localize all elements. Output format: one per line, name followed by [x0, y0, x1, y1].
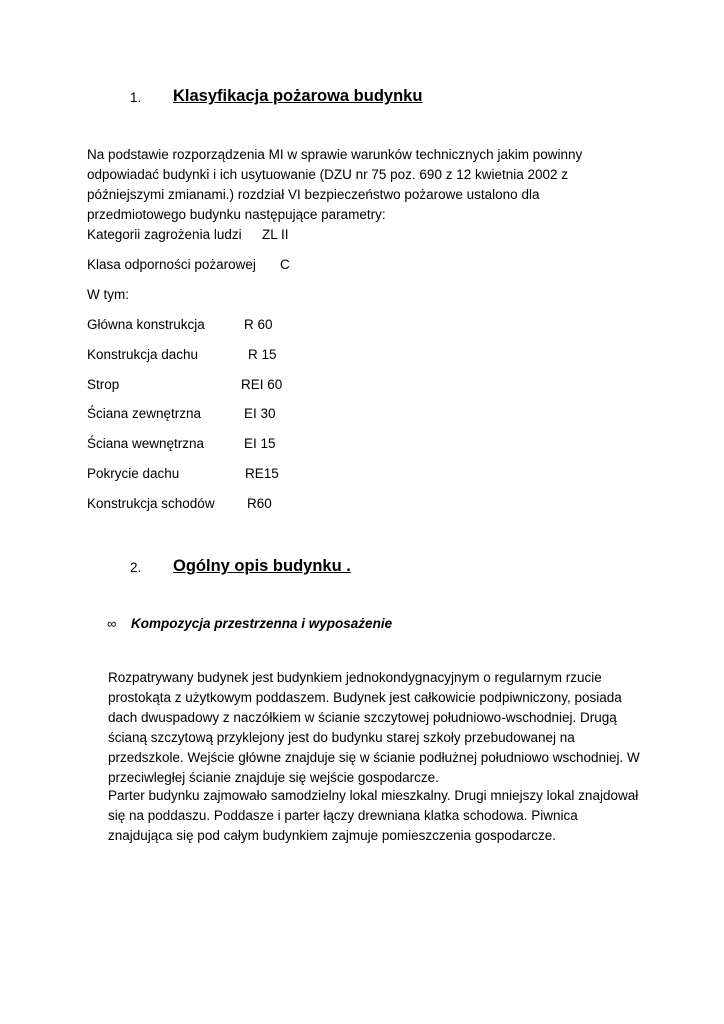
parameter-value: RE15: [245, 466, 279, 481]
parameter-value: R60: [247, 496, 272, 511]
subheading-title: Kompozycja przestrzenna i wyposażenie: [131, 616, 393, 631]
paragraph-line: Parter budynku zajmowało samodzielny lokal mieszkalny. Drugi mniejszy lokal znajdował: [108, 788, 639, 803]
parameter-value: R 15: [248, 347, 277, 362]
description-paragraph-2: [108, 786, 638, 846]
parameter-value: EI 15: [244, 436, 276, 451]
paragraph-line: przeciwległej ścianie znajduje się wejście gospodarcze.: [108, 770, 439, 785]
risk-category-value: ZL II: [262, 227, 289, 242]
including-label: W tym:: [87, 287, 129, 302]
infinity-bullet-icon: ∞: [107, 616, 117, 631]
paragraph-line: ścianą szczytową przyklejony jest do budynku starej szkoły przebudowanej na: [108, 730, 575, 745]
description-paragraph-1: [108, 668, 640, 788]
parameter-label: Konstrukcja dachu: [87, 347, 199, 362]
paragraph-line: Rozpatrywany budynek jest budynkiem jednokondygnacyjnym o regularnym rzucie: [108, 670, 602, 685]
risk-category-label: Kategorii zagrożenia ludzi: [87, 227, 242, 242]
paragraph-line: znajdująca się pod całym budynkiem zajmuje pomieszczenia gospodarcze.: [108, 828, 556, 843]
section-2-number: 2.: [130, 560, 142, 575]
intro-paragraph: [87, 145, 582, 225]
fire-resistance-label: Klasa odporności pożarowej: [87, 257, 256, 272]
section-2-title: Ogólny opis budynku .: [173, 557, 351, 575]
fire-resistance-value: C: [280, 257, 290, 272]
parameter-value: R 60: [244, 317, 273, 332]
intro-line: Na podstawie rozporządzenia MI w sprawie warunków technicznych jakim powinny: [87, 147, 583, 162]
parameter-value: REI 60: [241, 377, 283, 392]
parameter-label: Pokrycie dachu: [87, 466, 180, 481]
intro-line: przedmiotowego budynku następujące parametry:: [87, 207, 386, 222]
parameter-label: Główna konstrukcja: [87, 317, 205, 332]
section-1-title: Klasyfikacja pożarowa budynku: [173, 87, 423, 105]
paragraph-line: prostokąta z użytkowym poddaszem. Budynek jest całkowicie podpiwniczony, posiada: [108, 690, 622, 705]
paragraph-line: przedszkole. Wejście główne znajduje się w ścianie podłużnej południowo wschodniej. W: [108, 750, 640, 765]
paragraph-line: dach dwuspadowy z naczółkiem w ścianie szczytowej południowo-wschodniej. Drugą: [108, 710, 617, 725]
parameter-label: Konstrukcja schodów: [87, 496, 215, 511]
section-1-number: 1.: [130, 90, 142, 105]
parameter-label: Ściana zewnętrzna: [87, 406, 202, 421]
parameter-value: EI 30: [244, 406, 276, 421]
parameter-label: Strop: [87, 377, 120, 392]
intro-line: odpowiadać budynki i ich usytuowanie (DZU nr 75 poz. 690 z 12 kwietnia 2002 z: [87, 167, 569, 182]
parameter-label: Ściana wewnętrzna: [87, 436, 205, 451]
paragraph-line: się na poddaszu. Poddasze i parter łączy drewniana klatka schodowa. Piwnica: [108, 808, 578, 823]
intro-line: późniejszymi zmianami.) rozdział VI bezpieczeństwo pożarowe ustalono dla: [87, 187, 540, 202]
